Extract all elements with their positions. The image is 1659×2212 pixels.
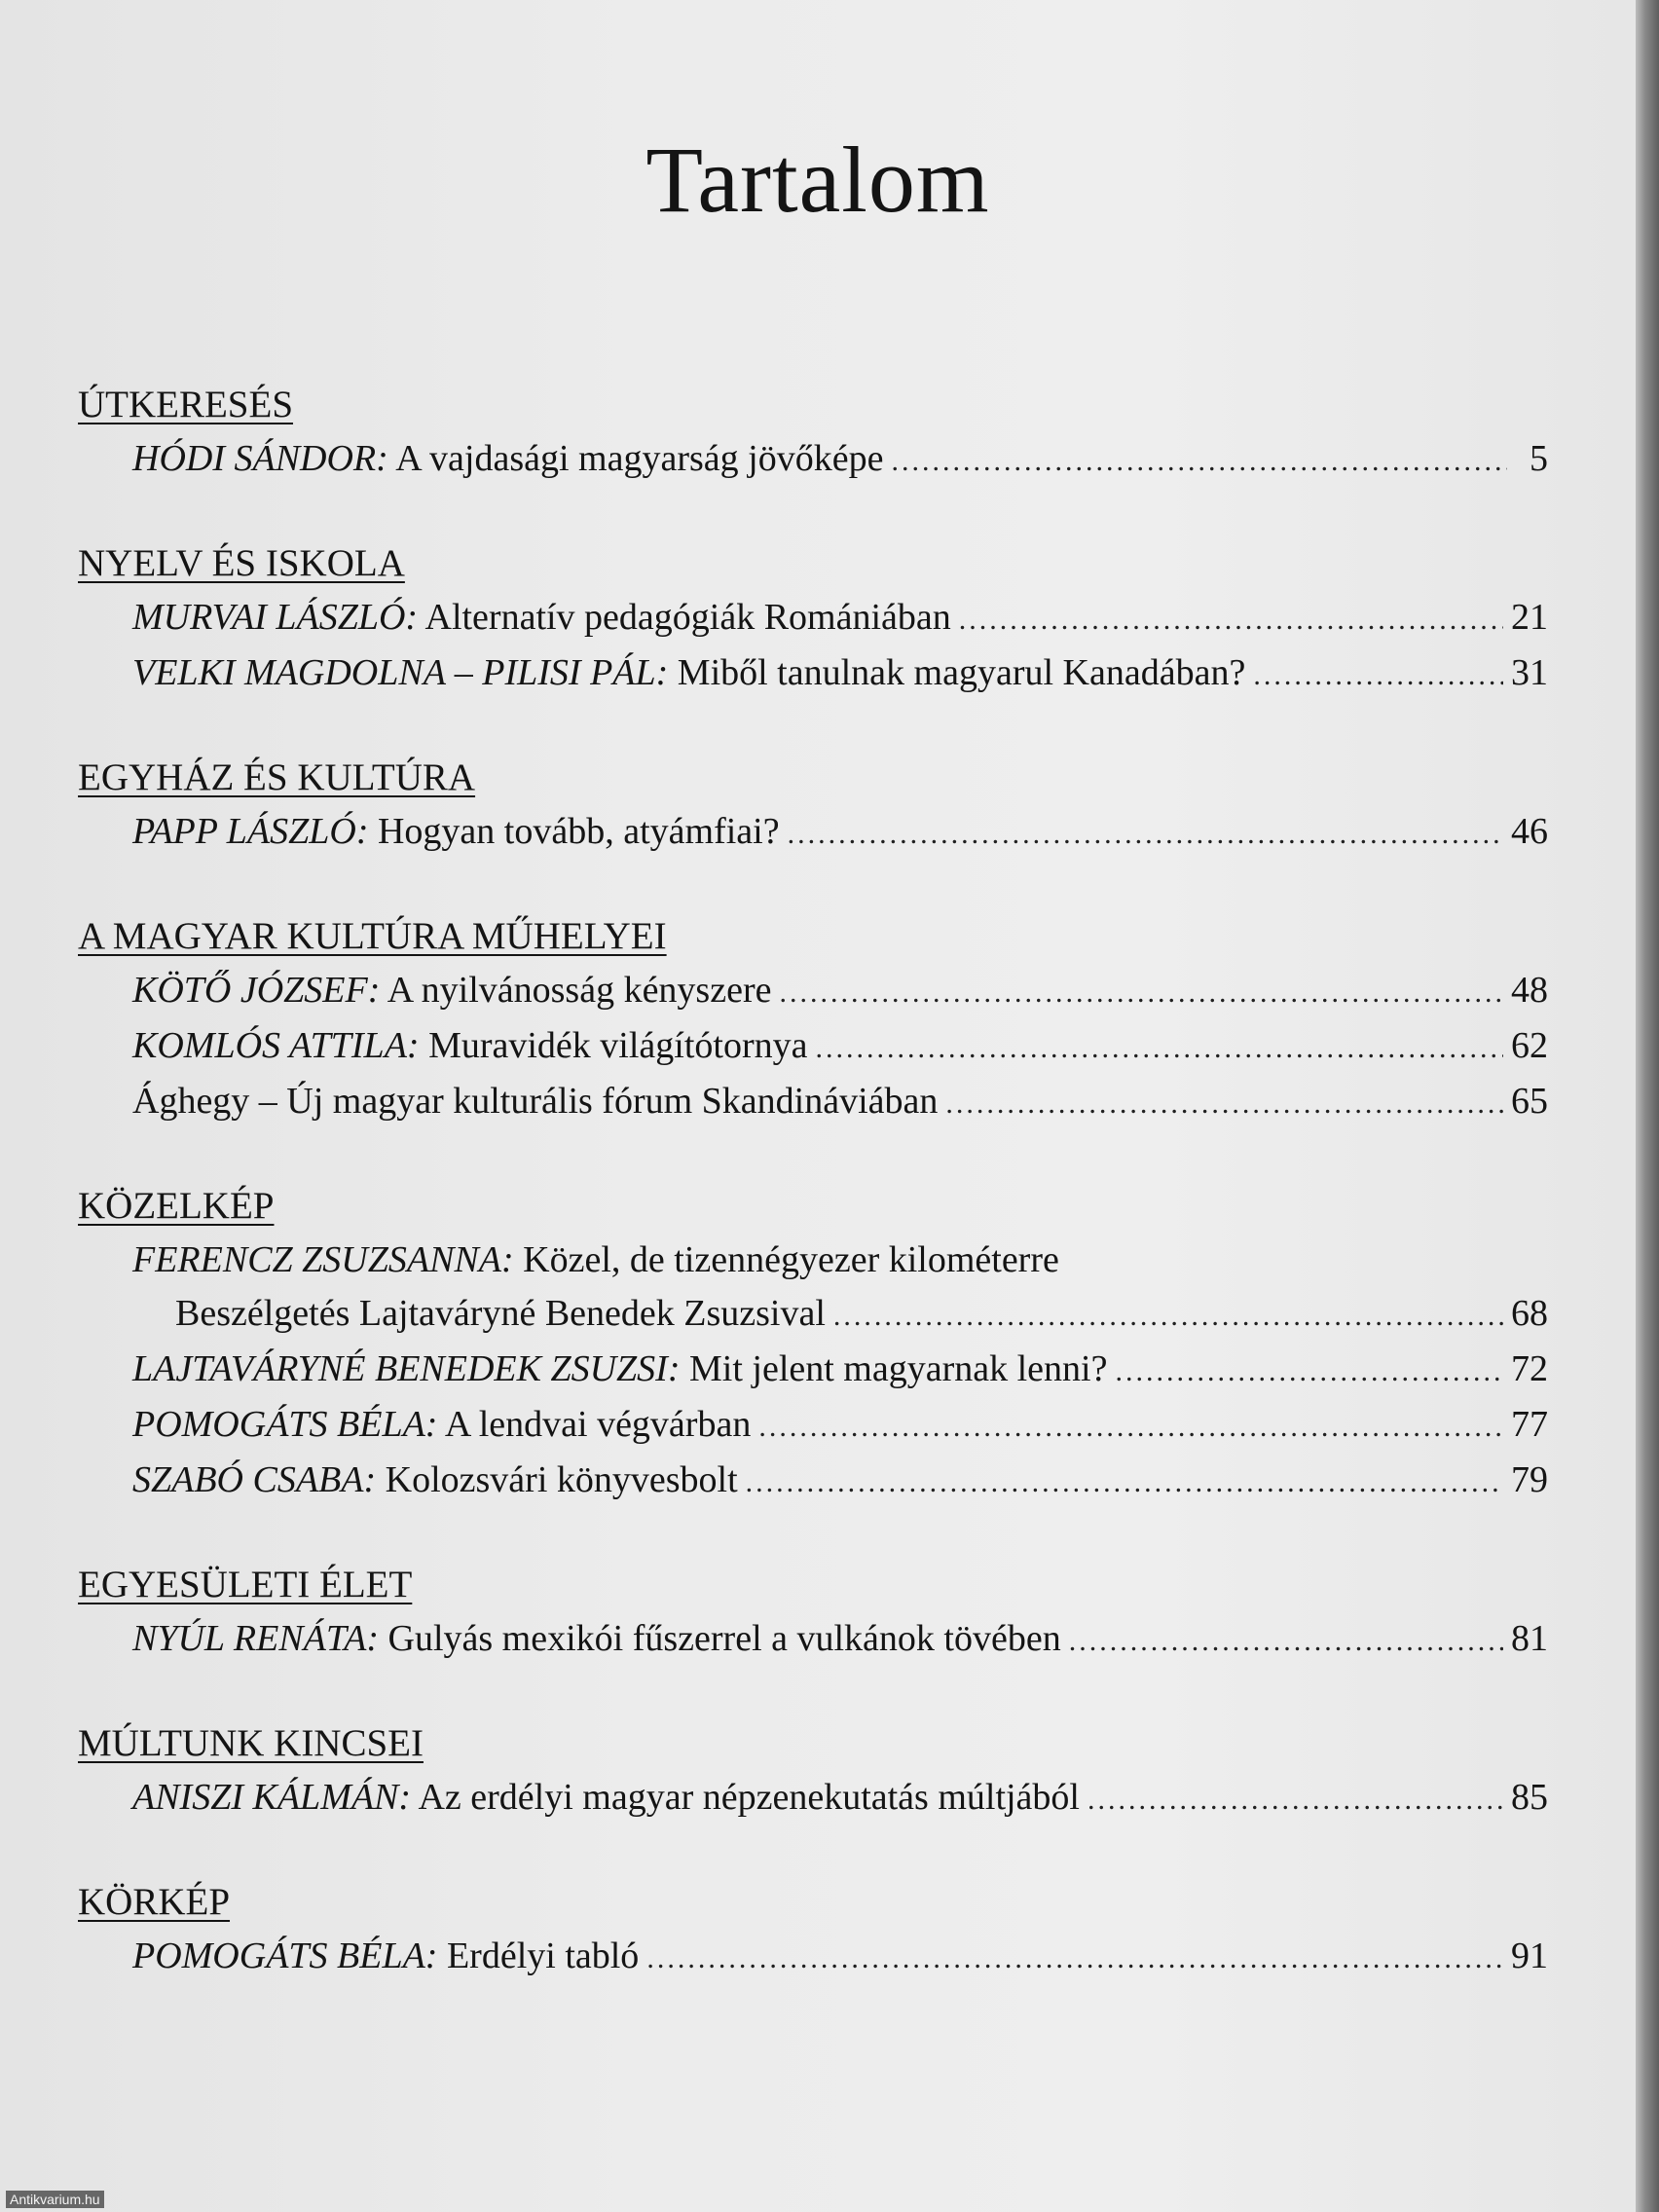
entry-author: PAPP LÁSZLÓ: <box>132 811 369 852</box>
toc-entry <box>78 1019 1548 1075</box>
page-number: 72 <box>1511 1348 1548 1389</box>
entry-author: FERENCZ ZSUZSANNA: <box>132 1239 514 1280</box>
page-number: 81 <box>1511 1618 1548 1659</box>
entry-title: A lendvai végvárban <box>444 1404 752 1445</box>
page-number: 68 <box>1511 1293 1548 1334</box>
toc-entry <box>78 1343 1548 1398</box>
dot-leader <box>779 966 1503 1019</box>
toc-entry <box>78 1234 1548 1343</box>
toc-entry <box>78 964 1548 1019</box>
entry-title: Hogyan tovább, atyámfiai? <box>377 811 780 852</box>
entry-title: Muravidék világítótornya <box>428 1025 808 1066</box>
section-title: EGYHÁZ ÉS KULTÚRA <box>78 756 476 798</box>
entry-author: LAJTAVÁRYNÉ BENEDEK ZSUZSI: <box>132 1348 681 1389</box>
dot-leader <box>646 1932 1503 1985</box>
table-of-contents <box>78 380 1548 2036</box>
section-title: KÖZELKÉP <box>78 1185 275 1227</box>
dot-leader <box>1069 1614 1503 1668</box>
entry-author: KOMLÓS ATTILA: <box>132 1025 420 1066</box>
dot-leader <box>758 1400 1503 1454</box>
section-title: NYELV ÉS ISKOLA <box>78 542 405 584</box>
page-number: 77 <box>1511 1404 1548 1445</box>
entry-title: Közel, de tizennégyezer kilométerre <box>523 1239 1059 1280</box>
toc-section <box>78 1877 1548 1985</box>
toc-entry <box>78 646 1548 702</box>
entry-title: Gulyás mexikói fűszerrel a vulkánok tövében <box>387 1618 1061 1659</box>
toc-entry <box>78 432 1548 488</box>
watermark: Antikvarium.hu <box>6 2191 104 2208</box>
page-number: 62 <box>1511 1025 1548 1066</box>
page-number: 65 <box>1511 1081 1548 1122</box>
entry-title: A nyilvánosság kényszere <box>387 970 772 1011</box>
entry-title: Alternatív pedagógiák Romániában <box>424 597 951 638</box>
toc-entry <box>78 1398 1548 1454</box>
section-title: MÚLTUNK KINCSEI <box>78 1722 424 1764</box>
entry-title: A vajdasági magyarság jövőképe <box>395 438 884 479</box>
toc-section <box>78 380 1548 488</box>
page-number: 48 <box>1511 970 1548 1011</box>
toc-section <box>78 1718 1548 1826</box>
dot-leader <box>788 807 1503 861</box>
dot-leader <box>945 1077 1503 1130</box>
entry-title: Ághegy – Új magyar kulturális fórum Skandináviában <box>132 1081 939 1122</box>
toc-section <box>78 911 1548 1130</box>
page-title: Tartalom <box>645 128 990 232</box>
page-number: 91 <box>1511 1936 1548 1976</box>
page-number: 79 <box>1511 1459 1548 1500</box>
toc-section <box>78 1560 1548 1668</box>
entry-author: POMOGÁTS BÉLA: <box>132 1936 438 1976</box>
entry-author: MURVAI LÁSZLÓ: <box>132 597 419 638</box>
toc-entry <box>78 1454 1548 1509</box>
entry-title: Kolozsvári könyvesbolt <box>385 1459 738 1500</box>
toc-entry <box>78 805 1548 861</box>
toc-entry <box>78 1930 1548 1985</box>
entry-author: POMOGÁTS BÉLA: <box>132 1404 438 1445</box>
entry-author: VELKI MAGDOLNA – PILISI PÁL: <box>132 652 669 693</box>
dot-leader <box>959 593 1503 646</box>
toc-entry <box>78 1612 1548 1668</box>
toc-section <box>78 753 1548 861</box>
toc-entry <box>78 1075 1548 1130</box>
dot-leader <box>891 434 1507 488</box>
dot-leader <box>815 1021 1503 1075</box>
entry-author: SZABÓ CSABA: <box>132 1459 377 1500</box>
entry-title: Az erdélyi magyar népzenekutatás múltjából <box>418 1777 1080 1818</box>
entry-author: NYÚL RENÁTA: <box>132 1618 380 1659</box>
page-number: 21 <box>1511 597 1548 638</box>
dot-leader <box>1088 1773 1503 1826</box>
entry-title: Miből tanulnak magyarul Kanadában? <box>677 652 1246 693</box>
toc-section <box>78 538 1548 702</box>
section-title: ÚTKERESÉS <box>78 384 294 425</box>
entry-author: KÖTŐ JÓZSEF: <box>132 970 381 1011</box>
entry-title: Mit jelent magyarnak lenni? <box>689 1348 1108 1389</box>
page-edge <box>1636 0 1659 2212</box>
entry-subtitle: Beszélgetés Lajtaváryné Benedek Zsuzsival <box>175 1293 826 1334</box>
section-title: EGYESÜLETI ÉLET <box>78 1564 413 1605</box>
toc-section <box>78 1181 1548 1509</box>
toc-entry <box>78 1771 1548 1826</box>
page-number: 31 <box>1511 652 1548 693</box>
entry-author: HÓDI SÁNDOR: <box>132 438 388 479</box>
dot-leader <box>833 1289 1503 1343</box>
toc-entry <box>78 591 1548 646</box>
entry-title: Erdélyi tabló <box>446 1936 640 1976</box>
section-title: KÖRKÉP <box>78 1881 231 1923</box>
page-number: 85 <box>1511 1777 1548 1818</box>
entry-author: ANISZI KÁLMÁN: <box>132 1777 412 1818</box>
page-number: 5 <box>1530 438 1548 479</box>
dot-leader <box>746 1456 1503 1509</box>
dot-leader <box>1253 648 1503 702</box>
page-number: 46 <box>1511 811 1548 852</box>
dot-leader <box>1115 1345 1503 1398</box>
section-title: A MAGYAR KULTÚRA MŰHELYEI <box>78 915 667 957</box>
